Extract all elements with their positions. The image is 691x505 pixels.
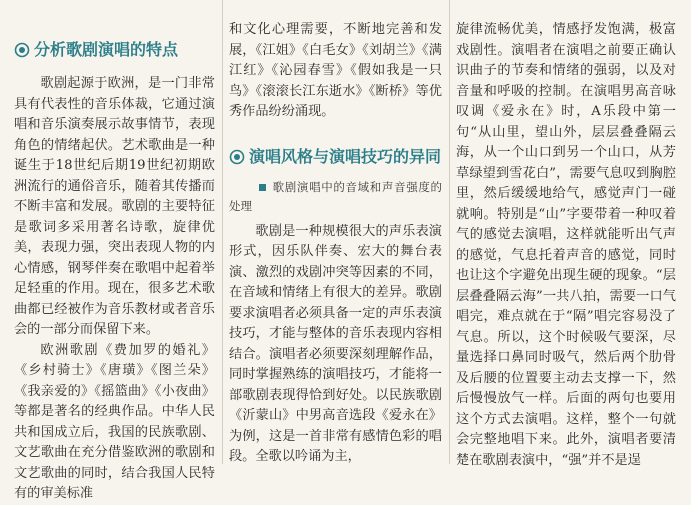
section-heading-text: 演唱风格与演唱技巧的异同 (249, 146, 442, 166)
paragraph: 歌剧起源于欧洲，是一门非常具有代表性的音乐体裁，它通过演唱和音乐演奏展示故事情节，表现角色的情绪起伏。艺术歌曲是一种诞生于18世纪后期19世纪初期欧洲流行的通俗音乐，随着其传播而不断丰富和发展。歌剧的主要特征是歌词多采用著名诗歌，旋律优美，表现力强，突出表现人物的内心情感，钢琴伴奏在歌唱中起着举足轻重的作用。现在，很多艺术歌曲都已经被作为音乐教材或者音乐会的一部分而保留下来。 (14, 76, 215, 337)
section-heading-1 (14, 39, 215, 61)
column-divider (222, 0, 223, 464)
column-divider (449, 0, 450, 464)
column-2 (229, 0, 442, 464)
paragraph: 歌剧是一种规模很大的声乐表演形式，因乐队伴奏、宏大的舞台表演、激烈的戏剧冲突等因素的不同，在音域和情绪上有很大的差异。歌剧要求演唱者必须具备一定的声乐表演技巧，才能与整体的音乐表现内容相结合。演唱者必须要深刻理解作品，同时掌握熟练的演唱技巧，才能将一部歌剧表现得恰到好处。以民族歌剧《沂蒙山》中男高音选段《爱永在》为例，这是一首非常有感情色彩的唱段。全歌以吟诵为主， (229, 223, 442, 464)
column-1 (14, 0, 215, 501)
section-heading-text: 分析歌剧演唱的特点 (34, 40, 179, 59)
column-3 (456, 0, 676, 468)
double-circle-bullet-icon (14, 42, 30, 58)
paragraph: 欧洲歌剧《费加罗的婚礼》《乡村骑士》《唐璜》《图兰朵》《我亲爱的》《摇篮曲》《小夜曲》等都是著名的经典作品。中华人民共和国成立后，我国的民族歌剧、文艺歌曲在充分借鉴欧洲的歌剧和文艺歌曲的同时，结合我国人民特有的审美标准 (14, 342, 215, 501)
double-circle-bullet-icon (229, 149, 245, 165)
subsection-heading-text: 歌剧演唱中的音域和声音强度的处理 (229, 179, 442, 213)
square-bullet-icon (259, 184, 266, 191)
section-heading-2 (229, 146, 442, 168)
paragraph: 旋律流畅优美，情感抒发饱满，极富戏剧性。演唱者在演唱之前要正确认识曲子的节奏和情绪的强弱，以及对音量和呼吸的控制。在演唱男高音咏叹调《爱永在》时，A乐段中第一句“从山里，望山外，层层叠叠隔云海，从一个山口到另一个山口，从芳草绿望到雪花白”，需要气息叹到胸腔里，然后缓缓地给气，感觉声门一碰就响。特别是“山”字要带着一种叹着气的感觉去演唱，这样就能听出气声的感觉，气息托着声音的感觉，同时也让这个字避免出现生硬的现象。“层层叠叠隔云海”一共八拍，需要一口气唱完，难点就在于“隔”唱完容易没了气息。所以，这个时候吸气要深，尽量选择口鼻同时吸气，然后两个肋骨及后腰的位置要主动去支撑一下，然后慢慢放气一样。后面的两句也要用这个方式去演唱。这样，整个一句就会完整地唱下来。此外，演唱者要清楚在歌剧表演中，“强”并不是逞 (456, 22, 676, 468)
paragraph: 和文化心理需要，不断地完善和发展，《江姐》《白毛女》《刘胡兰》《满江红》《沁园春雪》《假如我是一只鸟》《滚滚长江东逝水》《断桥》等优秀作品纷纷涌现。 (229, 22, 442, 119)
subsection-heading (229, 178, 442, 216)
